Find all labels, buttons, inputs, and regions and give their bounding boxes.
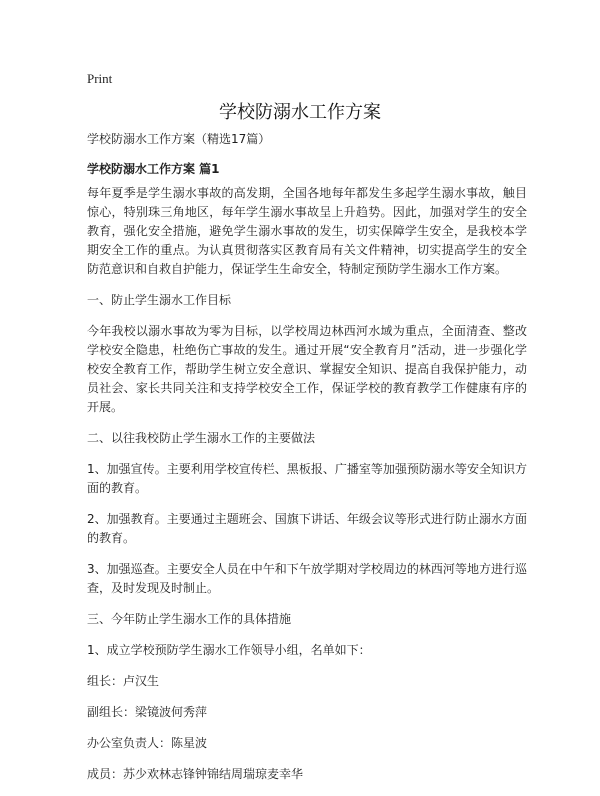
section-heading-measures: 三、今年防止学生溺水工作的具体措施	[87, 612, 292, 626]
team-office-head: 办公室负责人：陈星波	[87, 736, 208, 750]
section-heading: 学校防溺水工作方案 篇1	[87, 162, 220, 176]
intro-paragraph: 每年夏季是学生溺水事故的高发期，全国各地每年都发生多起学生溺水事故，触目惊心，特别珠三角地区，每年学生溺水事故呈上升趋势。因此，加强对学生的安全教育，强化安全措施，避免学生溺水事故的发生，切实保障学生安全，是我校本学期安全工作的重点。为认真贯彻落实区教育局有关文件精神，切实提高学生的安全防范意识和自救自护能力，保证学生生命安全，特制定预防学生溺水工作方案。	[87, 186, 527, 276]
section-heading-past-practices: 二、以往我校防止学生溺水工作的主要做法	[87, 431, 316, 445]
section-heading-goals: 一、防止学生溺水工作目标	[87, 293, 232, 307]
practice-item-2: 2、加强教育。主要通过主题班会、国旗下讲话、年级会议等形式进行防止溺水方面的教育。	[87, 512, 527, 545]
goals-paragraph: 今年我校以溺水事故为零为目标，以学校周边林西河水域为重点，全面清查、整改学校安全隐患，杜绝伤亡事故的发生。通过开展“安全教育月”活动，进一步强化学校安全教育工作，帮助学生树立安全意识、掌握安全知识、提高自我保护能力，动员社会、家长共同关注和支持学校安全工作，保证学校的教育教学工作健康有序的开展。	[87, 324, 527, 414]
team-deputy-leaders: 副组长：梁镜波何秀萍	[87, 705, 208, 719]
measure-item-1: 1、成立学校预防学生溺水工作领导小组，名单如下：	[87, 643, 371, 657]
practice-item-1: 1、加强宣传。主要利用学校宣传栏、黑板报、广播室等加强预防溺水等安全知识方面的教育。	[87, 462, 527, 495]
team-leader: 组长：卢汉生	[87, 674, 160, 688]
practice-item-3: 3、加强巡查。主要安全人员在中午和下午放学期对学校周边的林西河等地方进行巡查，及时发现及时制止。	[87, 562, 527, 595]
page-title: 学校防溺水工作方案	[219, 102, 381, 123]
subtitle: 学校防溺水工作方案（精选17篇）	[87, 132, 271, 146]
document-body	[87, 130, 527, 796]
team-members: 成员：苏少欢林志锋钟锦结周瑞琼麦幸华	[87, 767, 304, 781]
print-label: Print	[87, 71, 113, 86]
